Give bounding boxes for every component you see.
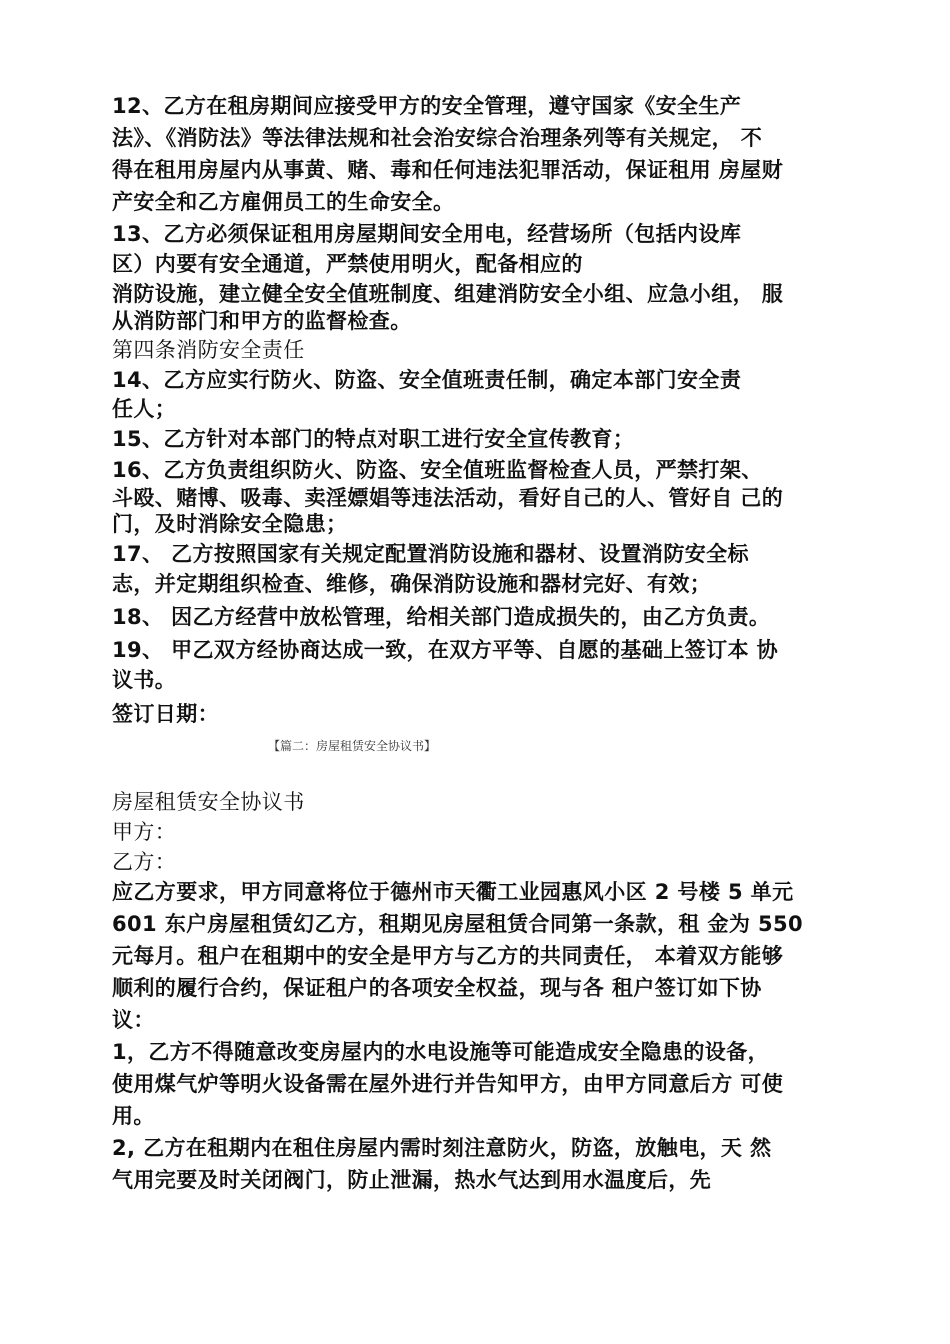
clause-16-line-2: 斗殴、赌博、吸毒、卖淫嫖娼等违法活动，看好自己的人、管好自 己的 — [112, 486, 784, 510]
clause-14-line-2: 任人； — [112, 397, 177, 421]
clause-16-line-1: 16、乙方负责组织防火、防盗、安全值班监督检查人员，严禁打架、 — [112, 458, 763, 482]
item-1-line-3: 用。 — [112, 1104, 155, 1128]
clause-13-line-2: 区）内要有安全通道，严禁使用明火，配备相应的 — [112, 252, 583, 276]
clause-19-line-2: 议书。 — [112, 668, 177, 692]
clause-12-line-1: 12、乙方在租房期间应接受甲方的安全管理，遵守国家《安全生产 — [112, 94, 742, 118]
clause-15-line-1: 15、乙方针对本部门的特点对职工进行安全宣传教育； — [112, 427, 635, 451]
intro-line-3: 元每月。租户在租期中的安全是甲方与乙方的共同责任， 本着双方能够 — [112, 944, 784, 968]
clause-17-line-1: 17、 乙方按照国家有关规定配置消防设施和器材、设置消防安全标 — [112, 542, 749, 566]
clause-16-line-3: 门，及时消除安全隐患； — [112, 512, 348, 536]
item-1-line-2: 使用煤气炉等明火设备需在屋外进行并告知甲方，由甲方同意后方 可使 — [112, 1072, 784, 1096]
clause-19-line-1: 19、 甲乙双方经协商达成一致，在双方平等、自愿的基础上签订本 协 — [112, 638, 779, 662]
clause-12-line-2: 法》、《消防法》等法律法规和社会治安综合治理条列等有关规定， 不 — [112, 126, 763, 150]
clause-13-line-3: 消防设施，建立健全安全值班制度、组建消防安全小组、应急小组， 服 — [112, 282, 784, 306]
clause-13-line-1: 13、乙方必须保证租用房屋期间安全用电，经营场所（包括内设库 — [112, 222, 742, 246]
agreement-title: 房屋租赁安全协议书 — [112, 790, 305, 814]
clause-18-line-1: 18、 因乙方经营中放松管理，给相关部门造成损失的，由乙方负责。 — [112, 605, 771, 629]
intro-line-1: 应乙方要求，甲方同意将位于德州市天衢工业园惠风小区 2 号楼 5 单元 — [112, 880, 794, 904]
item-2-line-2: 气用完要及时关闭阀门，防止泄漏，热水气达到用水温度后，先 — [112, 1168, 712, 1192]
signing-date-label: 签订日期： — [112, 702, 219, 726]
item-1-line-1: 1，乙方不得随意改变房屋内的水电设施等可能造成安全隐患的设备， — [112, 1040, 770, 1064]
clause-12-line-4: 产安全和乙方雇佣员工的生命安全。 — [112, 190, 455, 214]
party-b-label: 乙方： — [112, 850, 177, 874]
intro-line-2: 601 东户房屋租赁幻乙方，租期见房屋租赁合同第一条款，租 金为 550 — [112, 912, 804, 936]
section-heading-fire-safety: 第四条消防安全责任 — [112, 338, 305, 362]
item-2-line-1: 2, 乙方在租期内在租住房屋内需时刻注意防火，防盗，放触电，天 然 — [112, 1136, 772, 1160]
clause-12-line-3: 得在租用房屋内从事黄、赌、毒和任何违法犯罪活动，保证租用 房屋财 — [112, 158, 784, 182]
intro-line-5: 议： — [112, 1008, 155, 1032]
clause-17-line-2: 志，并定期组织检查、维修，确保消防设施和器材完好、有效； — [112, 572, 712, 596]
section-note: 【篇二：房屋租赁安全协议书】 — [268, 739, 437, 753]
clause-13-line-4: 从消防部门和甲方的监督检查。 — [112, 309, 412, 333]
intro-line-4: 顺利的履行合约，保证租户的各项安全权益，现与各 租户签订如下协 — [112, 976, 762, 1000]
party-a-label: 甲方： — [112, 820, 177, 844]
clause-14-line-1: 14、乙方应实行防火、防盗、安全值班责任制，确定本部门安全责 — [112, 368, 742, 392]
